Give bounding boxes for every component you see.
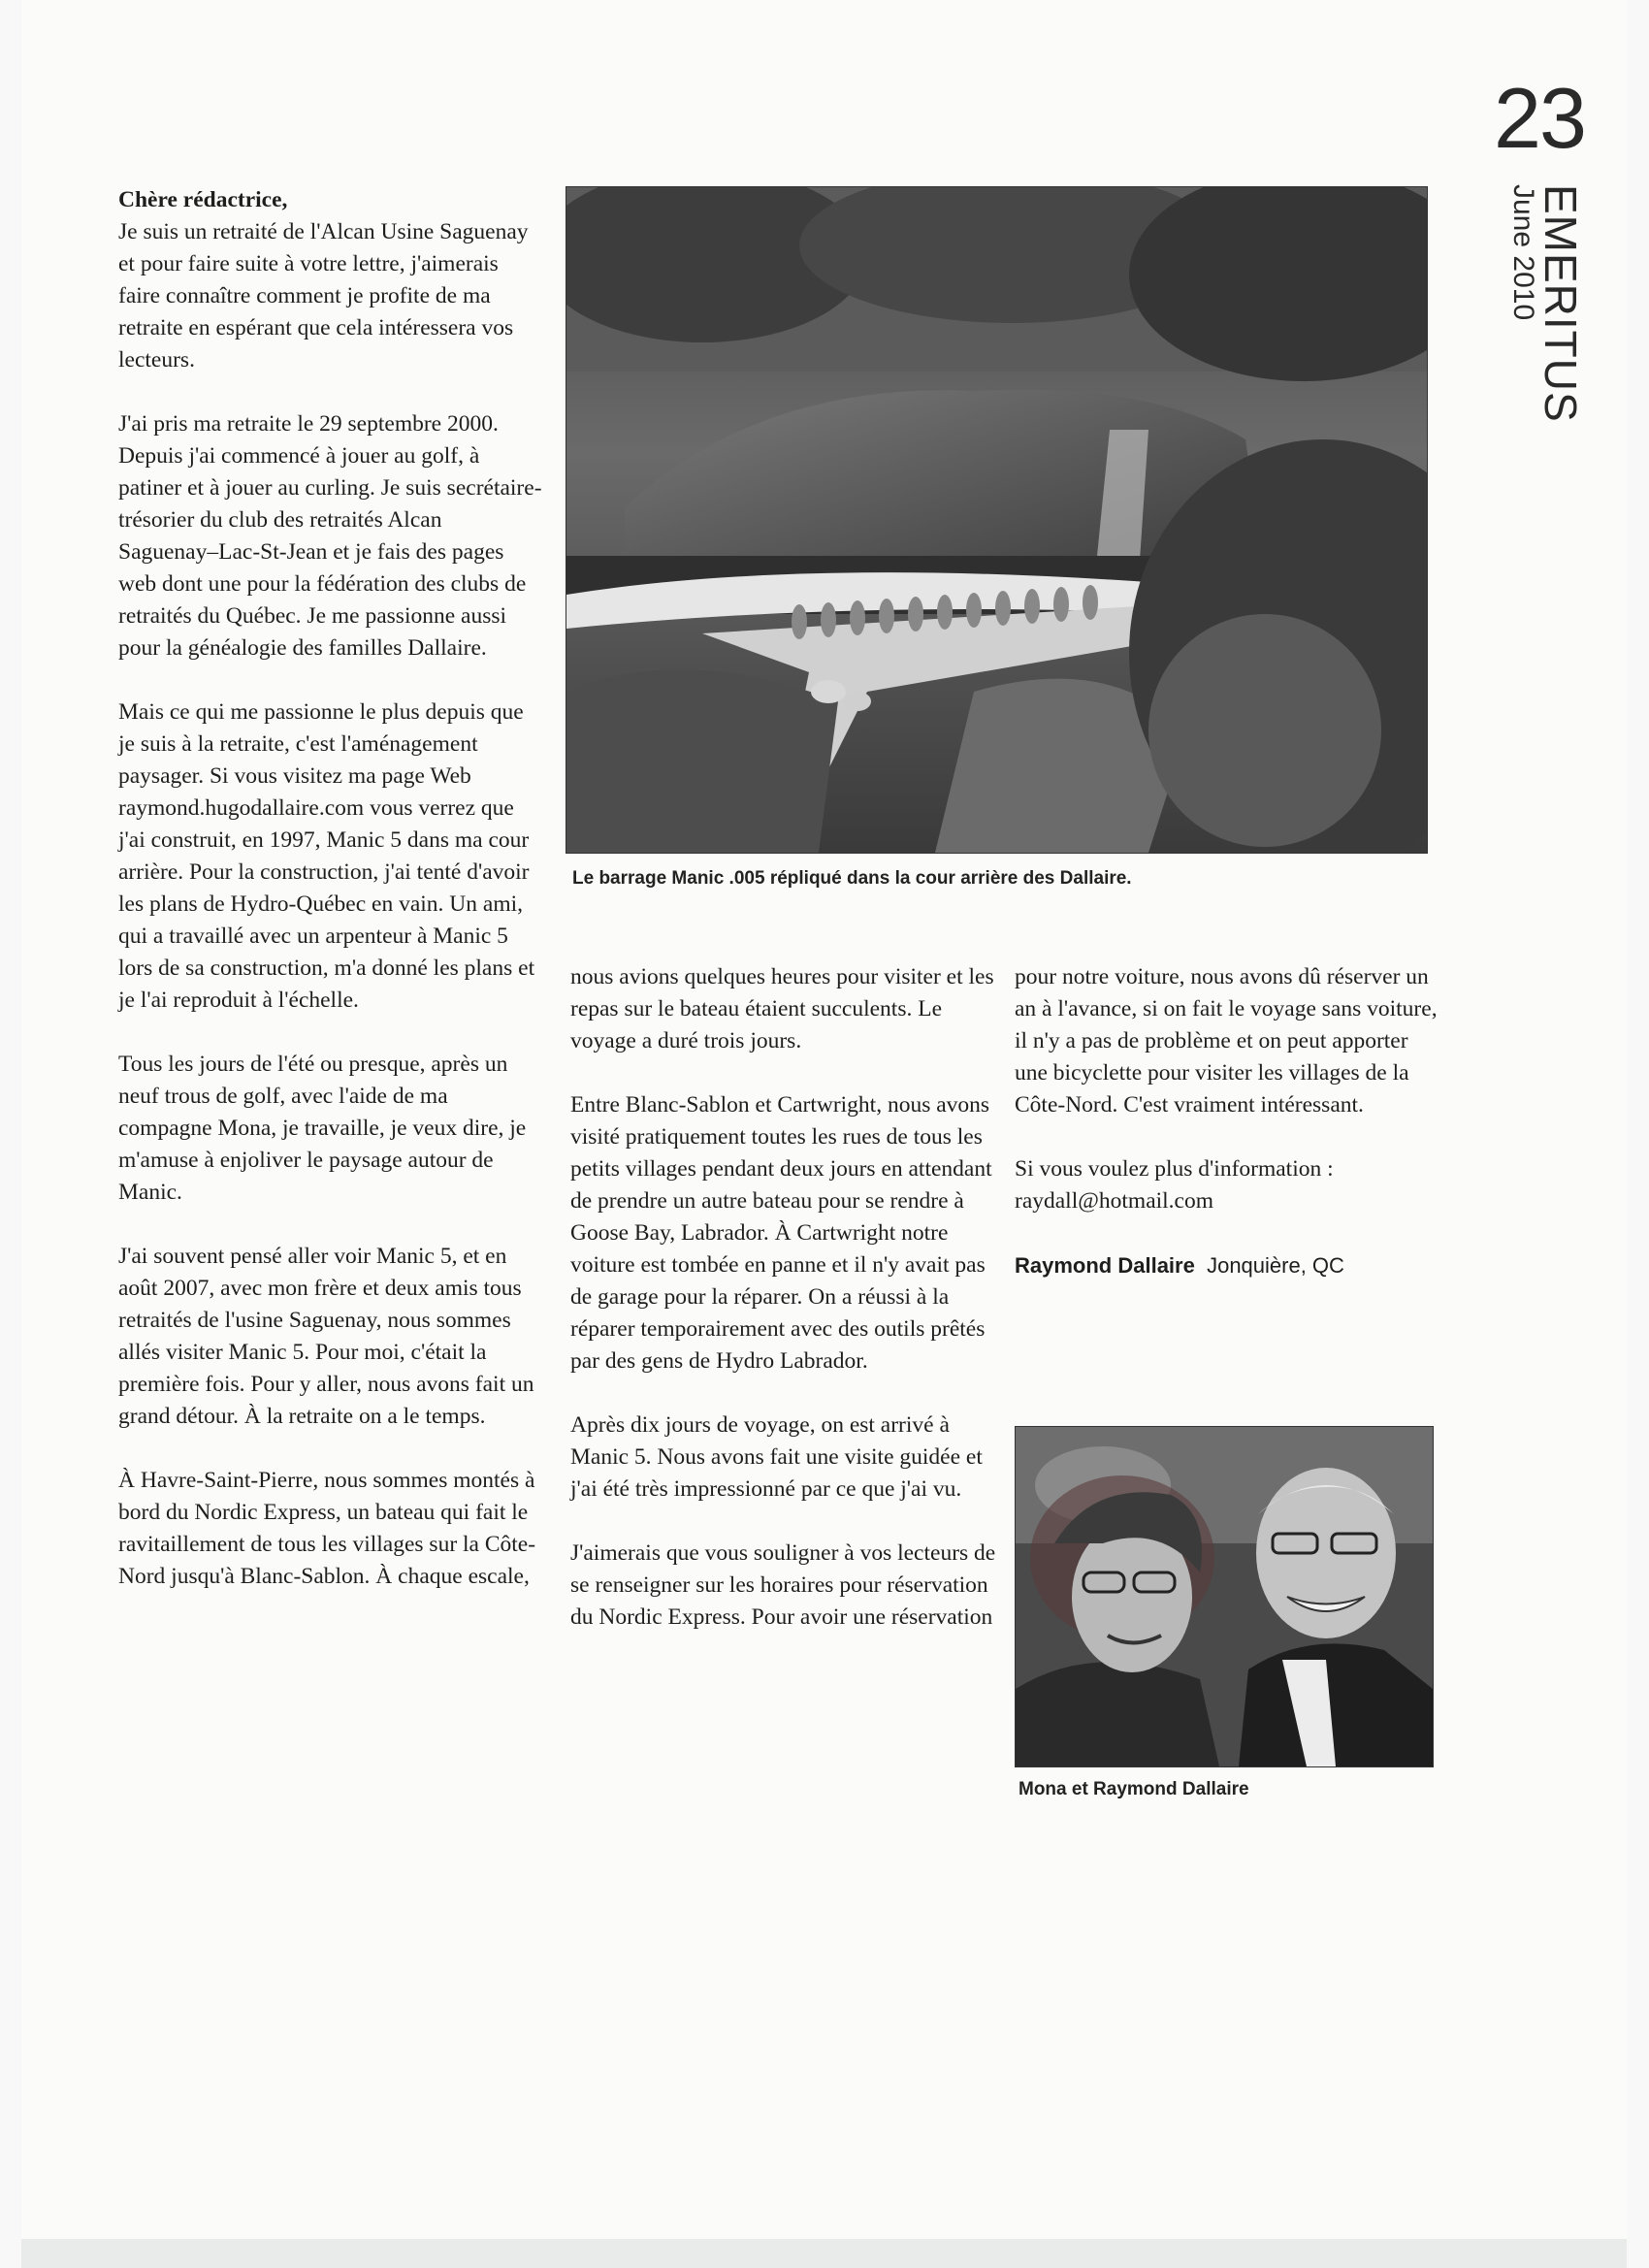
article-column-2: [570, 961, 997, 1666]
paragraph: pour notre voiture, nous avons dû réserver un an à l'avance, si on fait le voyage sans voiture, il n'y a pas de problème et on peut apporter une bicyclette pour visiter les villages de la Côte-Nord. C'est vraiment intéressant.: [1015, 964, 1438, 1118]
masthead: [1505, 184, 1586, 423]
signature: [1015, 1249, 1441, 1281]
paragraph: Après dix jours de voyage, on est arrivé à Manic 5. Nous avons fait une visite guidée et j'ai été très impressionné par ce que j'ai vu.: [570, 1412, 983, 1502]
paragraph: J'aimerais que vous souligner à vos lecteurs de se renseigner sur les horaires pour réservation du Nordic Express. Pour avoir une réservation: [570, 1540, 996, 1630]
scan-border: [21, 2239, 1627, 2268]
article-column-3: [1015, 961, 1441, 1313]
dam-photo-caption: Le barrage Manic .005 répliqué dans la cour arrière des Dallaire.: [572, 868, 1132, 889]
paragraph: Mais ce qui me passionne le plus depuis que je suis à la retraite, c'est l'aménagement paysager. Si vous visitez ma page Web raymond.hugodallaire.com vous verrez que j'ai construit, en 1997, Manic 5 dans ma cour arrière. Pour la construction, j'ai tenté d'avoir les plans de Hydro-Québec en vain. Un ami, qui a travaillé avec un arpenteur à Manic 5 lors de sa construction, m'a donné les plans et je l'ai reproduit à l'échelle.: [118, 699, 535, 1013]
issue-date: June 2010: [1507, 184, 1539, 321]
paragraph: nous avions quelques heures pour visiter et les repas sur le bateau étaient succulents. Le voyage a duré trois jours.: [570, 964, 994, 1053]
paragraph: Si vous voulez plus d'information : raydall@hotmail.com: [1015, 1156, 1334, 1214]
salutation: Chère rédactrice,: [118, 187, 288, 212]
paragraph: Je suis un retraité de l'Alcan Usine Saguenay et pour faire suite à votre lettre, j'aimerais faire connaître comment je profite de ma retraite en espérant que cela intéressera vos lecteurs.: [118, 219, 529, 373]
paragraph: Tous les jours de l'été ou presque, après un neuf trous de golf, avec l'aide de ma compagne Mona, je travaille, je veux dire, je m'amuse à enjoliver le paysage autour de Manic.: [118, 1052, 527, 1205]
paragraph: J'ai pris ma retraite le 29 septembre 2000. Depuis j'ai commencé à jouer au golf, à patiner et à jouer au curling. Je suis secrétaire-trésorier du club des retraités Alcan Saguenay–Lac-St-Jean et je fais des pages web dont une pour la fédération des clubs de retraités du Québec. Je me passionne aussi pour la généalogie des familles Dallaire.: [118, 411, 542, 661]
couple-photo: [1015, 1426, 1434, 1767]
dam-photo: [566, 186, 1428, 854]
couple-photo-caption: Mona et Raymond Dallaire: [1018, 1779, 1249, 1799]
paragraph: J'ai souvent pensé aller voir Manic 5, et en août 2007, avec mon frère et deux amis tous retraités de l'usine Saguenay, nous sommes allés visiter Manic 5. Pour moi, c'était la première fois. Pour y aller, nous avons fait un grand détour. À la retraite on a le temps.: [118, 1244, 534, 1429]
paragraph: À Havre-Saint-Pierre, nous sommes montés à bord du Nordic Express, un bateau qui fait le ravitaillement de tous les villages sur la Côte-Nord jusqu'à Blanc-Sablon. À chaque escale,: [118, 1468, 536, 1589]
magazine-title: EMERITUS: [1536, 184, 1586, 423]
signature-name: Raymond Dallaire: [1015, 1253, 1195, 1278]
paragraph: Entre Blanc-Sablon et Cartwright, nous avons visité pratiquement toutes les rues de tous les petits villages pendant deux jours en attendant de prendre un autre bateau pour se rendre à Goose Bay, Labrador. À Cartwright notre voiture est tombée en panne et il n'y avait pas de garage pour la réparer. On a réussi à la réparer temporairement avec des outils prêtés par des gens de Hydro Labrador.: [570, 1092, 992, 1374]
page-number: 23: [1494, 70, 1585, 166]
signature-place: Jonquière, QC: [1207, 1253, 1344, 1278]
article-column-1: [118, 184, 545, 1625]
